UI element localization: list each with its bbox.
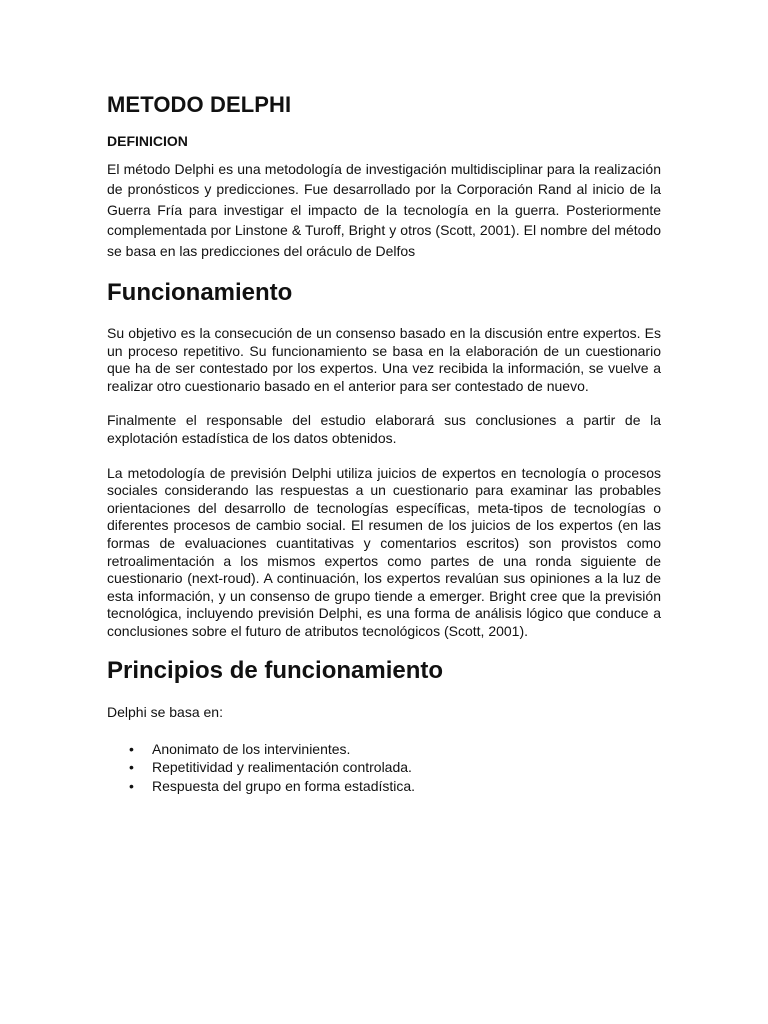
list-item <box>107 740 661 759</box>
list-item <box>107 777 661 796</box>
principles-heading: Principios de funcionamiento <box>107 656 444 684</box>
document-title: METODO DELPHI <box>107 92 292 117</box>
bullet-icon: • <box>129 777 134 794</box>
functioning-body <box>107 325 661 641</box>
definition-heading: DEFINICION <box>107 133 188 149</box>
document-page <box>107 88 661 795</box>
principles-intro: Delphi se basa en: <box>107 703 223 720</box>
functioning-paragraph-1: Su objetivo es la consecución de un consenso basado en la discusión entre expertos. Es un proceso repetitivo. Su funcionamiento se basa en la elaboración de un cuestionario que ha de ser contestado por los expertos. Una vez recibida la información, se vuelve a realizar otro cuestionario basado en el anterior para ser contestado de nuevo. <box>107 325 661 394</box>
definition-paragraph: El método Delphi es una metodología de investigación multidisciplinar para la realización de pronósticos y predicciones. Fue desarrollado por la Corporación Rand al inicio de la Guerra Fría para investigar el impacto de la tecnología en la guerra. Posteriormente complementada por Linstone & Turoff, Bright y otros (Scott, 2001). El nombre del método se basa en las predicciones del oráculo de Delfos <box>107 161 661 259</box>
bullet-icon: • <box>129 740 134 757</box>
list-item-text: Respuesta del grupo en forma estadística. <box>152 777 416 794</box>
list-item <box>107 758 661 777</box>
principles-list <box>107 740 661 796</box>
functioning-paragraph-3: La metodología de previsión Delphi utiliza juicios de expertos en tecnología o procesos sociales considerando las respuestas a un cuestionario para examinar las probables orientaciones del desarrollo de tecnologías específicas, meta-tipos de tecnologías o diferentes procesos de cambio social. El resumen de los juicios de los expertos (en las formas de evaluaciones cuantitativas y comentarios escritos) son provistos como retroalimentación a los mismos expertos como partes de una ronda siguiente de cuestionario (next-roud). A continuación, los expertos revalúan sus opiniones a la luz de esta información, y un consenso de grupo tiende a emerger. Bright cree que la previsión tecnológica, incluyendo previsión Delphi, es una forma de análisis lógico que conduce a conclusiones sobre el futuro de atributos tecnológicos (Scott, 2001). <box>107 464 661 639</box>
list-item-text: Anonimato de los intervinientes. <box>152 740 351 757</box>
functioning-paragraph-2: Finalmente el responsable del estudio elaborará sus conclusiones a partir de la explotación estadística de los datos obtenidos. <box>107 412 661 446</box>
list-item-text: Repetitividad y realimentación controlada. <box>152 759 412 776</box>
functioning-heading: Funcionamiento <box>107 279 293 307</box>
bullet-icon: • <box>129 759 134 776</box>
